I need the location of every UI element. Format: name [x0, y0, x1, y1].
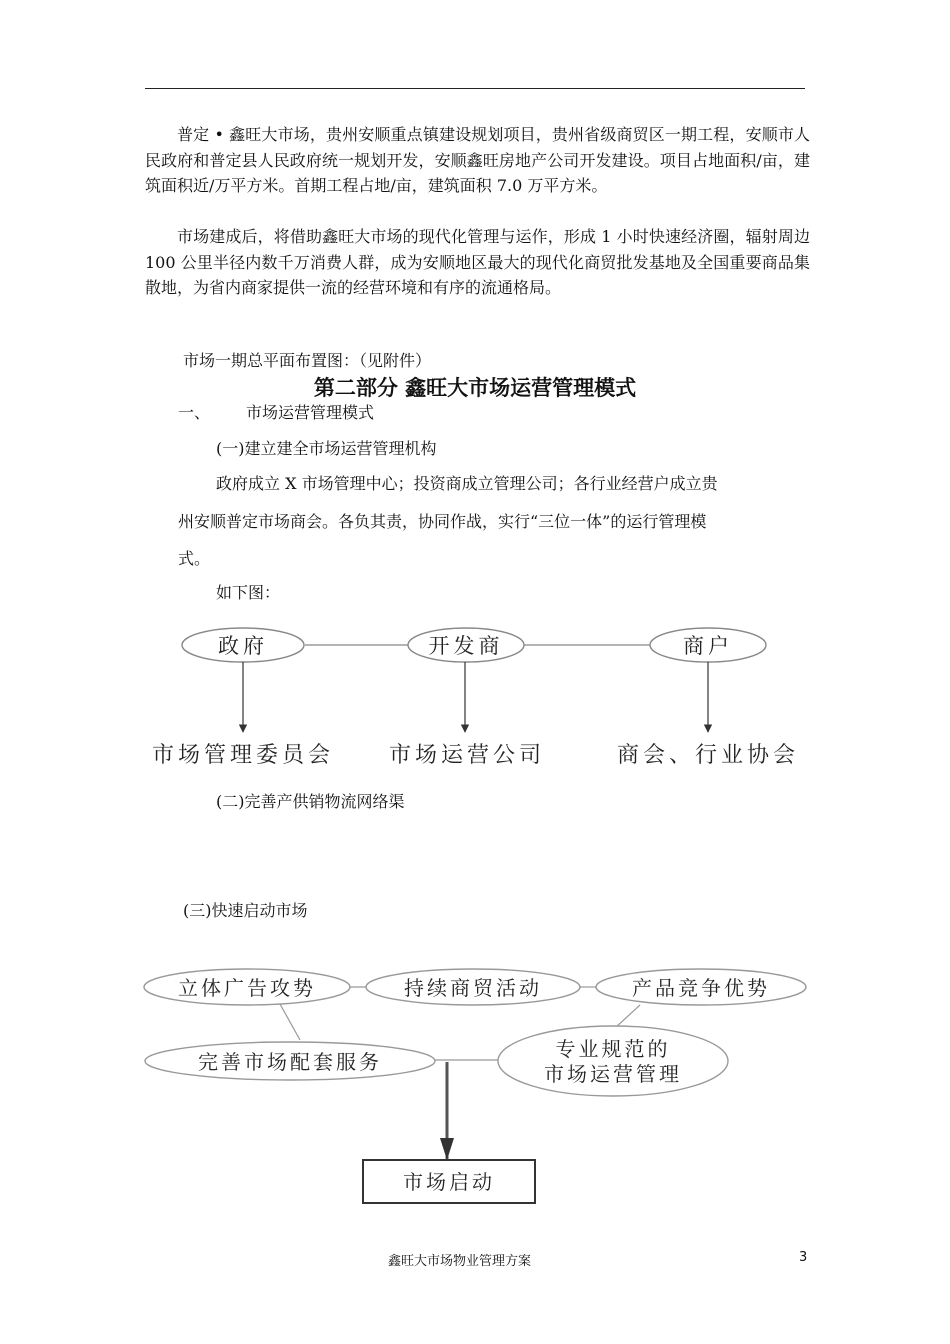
node-market-launch-label: 市场启动 [403, 1170, 495, 1194]
subsection-2-title: (二)完善产供销物流网络渠 [216, 792, 405, 811]
section1-number: 一、 [178, 403, 211, 422]
layout-note: 市场一期总平面布置图：（见附件） [183, 351, 432, 370]
connector-product-mgmt [615, 1005, 640, 1028]
node-product-advantage-label: 产品竞争优势 [632, 976, 770, 1000]
node-government-label: 政府 [218, 634, 268, 658]
intro-paragraph-1: 普定 • 鑫旺大市场，贵州安顺重点镇建设规划项目，贵州省级商贸区一期工程，安顺市人民政府和普定县人民政府统一规划开发，安顺鑫旺房地产公司开发建设。项目占地面积/亩，建筑面积近/万平方米。首期工程占地/亩，建筑面积 7.0 万平方米。 [145, 125, 810, 195]
subsection-1-text-line3: 式。 [178, 549, 211, 568]
section1-title: 市场运营管理模式 [246, 403, 375, 422]
node-supporting-services-label: 完善市场配套服务 [198, 1050, 382, 1074]
connector-ad-service [280, 1004, 300, 1040]
org-operating-company: 市场运营公司 [388, 743, 546, 768]
node-developer-label: 开发商 [428, 634, 504, 658]
footer-title: 鑫旺大市场物业管理方案 [388, 1254, 532, 1269]
node-professional-management-label-2: 市场运营管理 [544, 1062, 682, 1086]
market-launch-diagram [144, 969, 806, 1203]
part2-title: 第二部分 鑫旺大市场运营管理模式 [313, 376, 637, 400]
subsection-1-text-line2: 州安顺普定市场商会。各负其责，协同作战，实行“三位一体”的运行管理模 [178, 512, 707, 531]
node-professional-management-label-1: 专业规范的 [555, 1037, 671, 1061]
node-merchant-label: 商户 [683, 634, 733, 658]
subsection-1-title: (一)建立建全市场运营管理机构 [216, 439, 437, 458]
node-ad-offensive-label: 立体广告攻势 [178, 976, 316, 1000]
org-market-committee: 市场管理委员会 [151, 743, 335, 768]
page-number: 3 [799, 1250, 808, 1265]
as-below-label: 如下图： [216, 583, 281, 602]
subsection-1-text-line1: 政府成立 X 市场管理中心；投资商成立管理公司；各行业经营户成立贵 [216, 474, 718, 493]
org-chamber-association: 商会、行业协会 [616, 743, 800, 768]
subsection-3-title: (三)快速启动市场 [183, 901, 308, 920]
launch-arrow-head [440, 1138, 454, 1160]
intro-paragraph-2: 市场建成后，将借助鑫旺大市场的现代化管理与运作，形成 1 小时快速经济圈，辐射周边 100 公里半径内数千万消费人群，成为安顺地区最大的现代化商贸批发基地及全国重要商品集散地，为省内商家提供一流的经营环境和有序的流通格局。 [145, 227, 810, 297]
node-trade-activities-label: 持续商贸活动 [404, 976, 542, 1000]
